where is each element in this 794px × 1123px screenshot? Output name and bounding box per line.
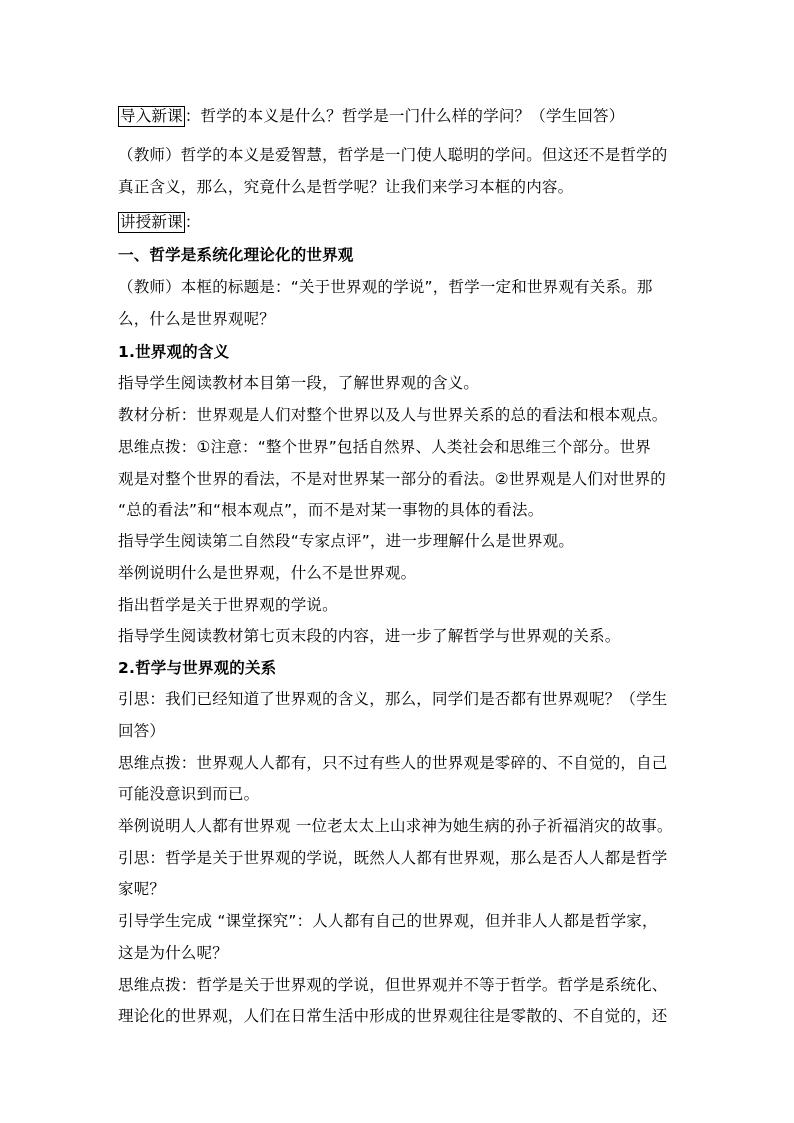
sub1-line-5: “总的看法”和“根本观点”，而不是对某一事物的具体的看法。 [118, 501, 544, 519]
lecture-line [118, 212, 688, 233]
sub2-line-2: 回答） [118, 722, 166, 740]
sub1-line-3: 思维点拨：①注意：“整个世界”包括自然界、人类社会和思维三个部分。世界 [118, 438, 651, 456]
sub2-line-3: 思维点拨：世界观人人都有，只不过有些人的世界观是零碎的、不自觉的，自己 [118, 754, 668, 772]
sub2-line-6: 引思：哲学是关于世界观的学说，既然人人都有世界观，那么是否人人都是哲学 [118, 849, 668, 867]
sub1-line-7: 举例说明什么是世界观，什么不是世界观。 [118, 564, 417, 582]
subsection-1-title: 1.世界观的含义 [118, 343, 230, 361]
sub2-line-9: 这是为什么呢？ [118, 944, 228, 962]
sub2-line-7: 家呢？ [118, 880, 166, 898]
sub2-line-4: 可能没意识到而已。 [118, 785, 260, 803]
teacher-note-line-2: 么，什么是世界观呢？ [118, 310, 276, 328]
teacher-intro-line-1: （教师）哲学的本义是爱智慧，哲学是一门使人聪明的学问。但这还不是哲学的 [118, 146, 668, 164]
lecture-colon: ： [184, 213, 201, 231]
section-1-title: 一、哲学是系统化理论化的世界观 [118, 246, 354, 264]
intro-colon: ： [184, 107, 201, 125]
teacher-note-line-1: （教师）本框的标题是：“关于世界观的学说”，哲学一定和世界观有关系。那 [118, 278, 653, 296]
sub2-line-1: 引思：我们已经知道了世界观的含义，那么，同学们是否都有世界观呢？（学生 [118, 690, 668, 708]
sub1-line-1: 指导学生阅读教材本目第一段，了解世界观的含义。 [118, 374, 480, 392]
intro-question: 哲学的本义是什么？哲学是一门什么样的学问？（学生回答） [200, 107, 625, 125]
sub1-line-9: 指导学生阅读教材第七页末段的内容，进一步了解哲学与世界观的关系。 [118, 627, 621, 645]
sub1-line-6: 指导学生阅读第二自然段“专家点评”，进一步理解什么是世界观。 [118, 532, 575, 550]
sub1-line-4: 观是对整个世界的看法，不是对世界某一部分的看法。②世界观是人们对世界的 [118, 470, 666, 488]
sub1-line-2: 教材分析：世界观是人们对整个世界以及人与世界关系的总的看法和根本观点。 [118, 406, 668, 424]
sub2-line-10: 思维点拨：哲学是关于世界观的学说，但世界观并不等于哲学。哲学是系统化、 [118, 976, 668, 994]
intro-line [118, 106, 688, 127]
lecture-label: 讲授新课 [120, 213, 183, 231]
sub1-line-8: 指出哲学是关于世界观的学说。 [118, 596, 338, 614]
teacher-intro-line-2: 真正含义，那么，究竟什么是哲学呢？让我们来学习本框的内容。 [118, 178, 574, 196]
sub2-line-8: 引导学生完成 “课堂探究”：人人都有自己的世界观，但并非人人都是哲学家， [118, 912, 658, 930]
sub2-line-5: 举例说明人人都有世界观 一位老太太上山求神为她生病的孙子祈福消灾的故事。 [118, 817, 673, 835]
subsection-2-title: 2.哲学与世界观的关系 [118, 659, 277, 677]
intro-label: 导入新课 [120, 107, 183, 125]
sub2-line-11: 理论化的世界观，人们在日常生活中形成的世界观往往是零散的、不自觉的，还 [118, 1007, 668, 1025]
